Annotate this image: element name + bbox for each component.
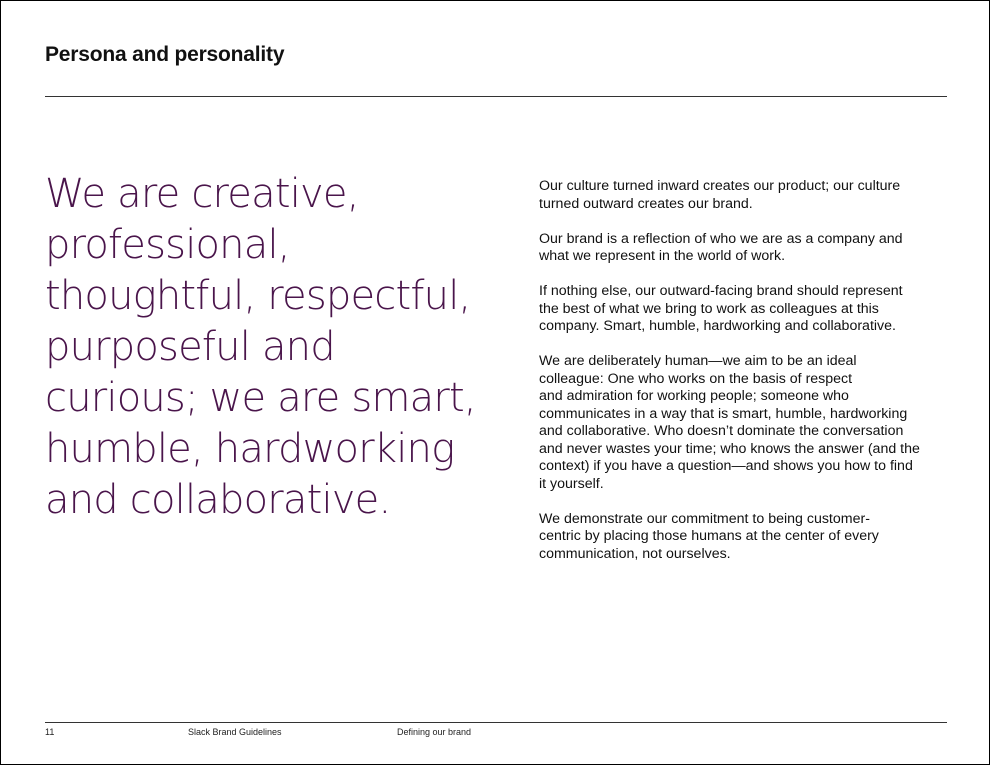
footer-divider (45, 722, 947, 723)
body-paragraph (539, 178, 949, 213)
body-line: communication, not ourselves. (539, 545, 731, 562)
pull-quote (45, 169, 495, 526)
body-line: it yourself. (539, 475, 604, 492)
pull-quote-line: humble, hardworking (45, 426, 455, 472)
footer-section-name: Defining our brand (397, 727, 472, 737)
pull-quote-line: thoughtful, respectful, (45, 273, 471, 319)
body-line: We demonstrate our commitment to being customer- (539, 510, 870, 527)
body-line: colleague: One who works on the basis of respect (539, 370, 853, 387)
body-line: centric by placing those humans at the center of every (539, 528, 879, 544)
body-line: Our brand is a reflection of who we are as a company and (539, 230, 903, 247)
pull-quote-line: and collaborative. (45, 477, 391, 523)
body-line: what we represent in the world of work. (539, 248, 786, 264)
body-paragraph (539, 283, 949, 336)
pull-quote-line: professional, (45, 222, 290, 268)
header-divider (45, 96, 947, 97)
body-copy (539, 178, 949, 581)
body-line: If nothing else, our outward-facing brand should represent (539, 283, 903, 299)
body-line: and collaborative. Who doesn’t dominate the conversation (539, 423, 904, 439)
page-title: Persona and personality (45, 43, 285, 66)
body-paragraph (539, 231, 949, 266)
pull-quote-line: purposeful and (45, 324, 335, 370)
body-paragraph (539, 353, 949, 493)
body-line: the best of what we bring to work as colleagues at this (539, 300, 879, 317)
body-paragraph (539, 511, 949, 564)
footer-document-title: Slack Brand Guidelines (188, 727, 282, 737)
body-line: company. Smart, humble, hardworking and collaborative. (539, 318, 896, 334)
body-line: turned outward creates our brand. (539, 195, 753, 212)
body-line: and admiration for working people; someone who (539, 388, 849, 404)
body-line: and never wastes your time; who knows the answer (and the (539, 440, 920, 457)
body-line: context) if you have a question—and shows you how to find (539, 458, 913, 474)
body-line: communicates in a way that is smart, humble, hardworking (539, 405, 908, 422)
footer-page-number: 11 (45, 727, 55, 737)
pull-quote-line: We are creative, (45, 171, 359, 217)
pull-quote-line: curious; we are smart, (45, 375, 476, 421)
body-line: Our culture turned inward creates our product; our culture (539, 178, 901, 194)
body-line: We are deliberately human—we aim to be an ideal (539, 353, 857, 369)
